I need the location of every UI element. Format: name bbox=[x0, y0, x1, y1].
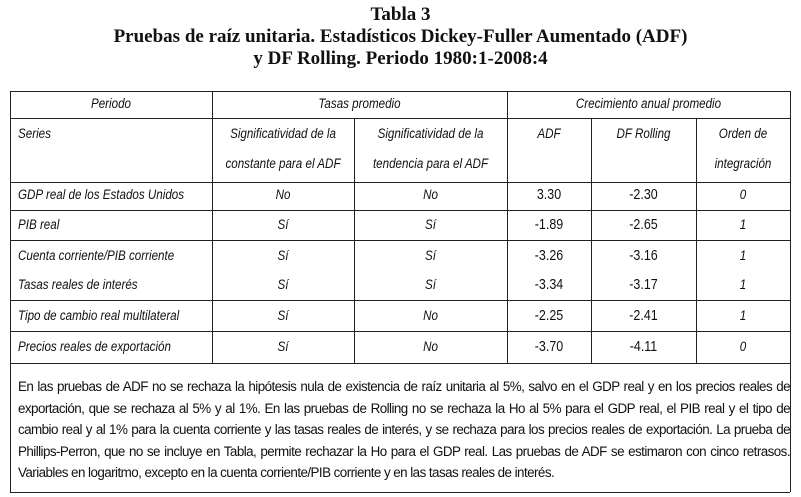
table-right-border bbox=[790, 91, 791, 492]
header-sig-tendencia-line1: Significatividad de la bbox=[377, 126, 484, 141]
table-cell-sig-const: No bbox=[275, 187, 291, 202]
table-row-series: Precios reales de exportación bbox=[18, 339, 171, 354]
table-cell-sig-tend: Sí bbox=[425, 217, 436, 232]
header-orden-line2: integración bbox=[714, 156, 772, 171]
row-divider bbox=[10, 300, 790, 301]
header-tasas-promedio: Tasas promedio bbox=[318, 96, 401, 111]
table-row-series: GDP real de los Estados Unidos bbox=[18, 187, 185, 202]
column-divider bbox=[354, 118, 355, 363]
row-divider bbox=[10, 210, 790, 211]
column-divider bbox=[696, 118, 697, 363]
table-cell-adf: -3.34 bbox=[534, 277, 564, 293]
table-cell-adf: -3.70 bbox=[534, 339, 564, 355]
table-cell-sig-tend: No bbox=[423, 187, 438, 202]
table-cell-orden: 0 bbox=[739, 339, 747, 354]
table-cell-orden: 1 bbox=[739, 248, 747, 263]
table-cell-df-rolling: -2.30 bbox=[629, 187, 658, 203]
table-row-series: Tipo de cambio real multilateral bbox=[18, 308, 180, 323]
table-cell-sig-const: Sí bbox=[277, 217, 289, 232]
table-cell-orden: 1 bbox=[739, 308, 747, 323]
group-header-divider bbox=[10, 118, 790, 119]
table-cell-df-rolling: -3.16 bbox=[629, 248, 658, 264]
header-series: Series bbox=[18, 126, 51, 141]
header-sig-constante-line2: constante para el ADF bbox=[225, 156, 341, 171]
table-note bbox=[18, 376, 790, 484]
column-divider bbox=[591, 118, 592, 363]
row-divider bbox=[10, 240, 790, 241]
table-cell-adf: -1.89 bbox=[534, 217, 564, 233]
table-subtitle-line2: y DF Rolling. Periodo 1980:1-2008:4 bbox=[253, 48, 548, 69]
table-cell-df-rolling: -2.41 bbox=[629, 308, 658, 324]
table-row-series: PIB real bbox=[18, 217, 60, 232]
table-top-border bbox=[10, 91, 790, 92]
header-sig-constante-line1: Significatividad de la bbox=[230, 126, 336, 141]
header-crecimiento-anual: Crecimiento anual promedio bbox=[575, 96, 722, 111]
header-df-rolling: DF Rolling bbox=[616, 126, 671, 141]
table-cell-df-rolling: -3.17 bbox=[629, 277, 658, 293]
table-cell-sig-tend: Sí bbox=[425, 248, 436, 263]
table-cell-sig-tend: Sí bbox=[425, 277, 436, 292]
table-cell-adf: 3.30 bbox=[536, 187, 562, 203]
header-sig-tendencia-line2: tendencia para el ADF bbox=[372, 156, 489, 171]
header-periodo: Periodo bbox=[90, 96, 132, 111]
table-cell-sig-const: Sí bbox=[277, 277, 289, 292]
table-left-border bbox=[10, 91, 11, 492]
header-orden-line1: Orden de bbox=[718, 126, 768, 141]
table-cell-sig-const: Sí bbox=[277, 339, 289, 354]
table-cell-sig-tend: No bbox=[423, 339, 438, 354]
table-cell-df-rolling: -2.65 bbox=[629, 217, 658, 233]
table-cell-orden: 0 bbox=[739, 187, 747, 202]
column-divider bbox=[507, 91, 508, 363]
table-bottom-border bbox=[10, 363, 790, 364]
table-title: Tabla 3 bbox=[370, 4, 431, 25]
table-cell-adf: -3.26 bbox=[534, 248, 564, 264]
table-cell-sig-const: Sí bbox=[277, 308, 289, 323]
table-cell-orden: 1 bbox=[739, 277, 747, 292]
column-divider bbox=[212, 91, 213, 363]
table-row-series: Tasas reales de interés bbox=[18, 277, 138, 292]
header-adf: ADF bbox=[537, 126, 561, 141]
table-row-series: Cuenta corriente/PIB corriente bbox=[18, 248, 175, 263]
table-subtitle-line1: Pruebas de raíz unitaria. Estadísticos Dickey-Fuller Aumentado (ADF) bbox=[113, 26, 688, 47]
table-cell-orden: 1 bbox=[739, 217, 747, 232]
table-cell-sig-tend: No bbox=[423, 308, 438, 323]
table-note-text: En las pruebas de ADF no se rechaza la hipótesis nula de existencia de raíz unitaria al 5%, salvo en el GDP real y en los precios reales de exportación, que se rechaza al 5% y al 1%. En las pruebas de Rolling no se rechaza la Ho al 5% para el GDP real, el PIB real y el tipo de cambio real y al 1% para la cuenta corriente y las tasas reales de interés, y se rechaza para los precios reales de exportación. La prueba de Phillips-Perron, que no se incluye en Tabla, permite rechazar la Ho para el GDP real. Las pruebas de ADF se estimaron con cinco retrasos. Variables en logaritmo, excepto en la cuenta corriente/PIB corriente y en las tasas reales de interés. bbox=[18, 379, 790, 480]
table-cell-adf: -2.25 bbox=[534, 308, 564, 324]
note-bottom-border bbox=[10, 492, 790, 493]
row-divider bbox=[10, 331, 790, 332]
table-cell-sig-const: Sí bbox=[277, 248, 289, 263]
table-cell-df-rolling: -4.11 bbox=[629, 339, 658, 355]
column-header-divider bbox=[10, 182, 790, 183]
